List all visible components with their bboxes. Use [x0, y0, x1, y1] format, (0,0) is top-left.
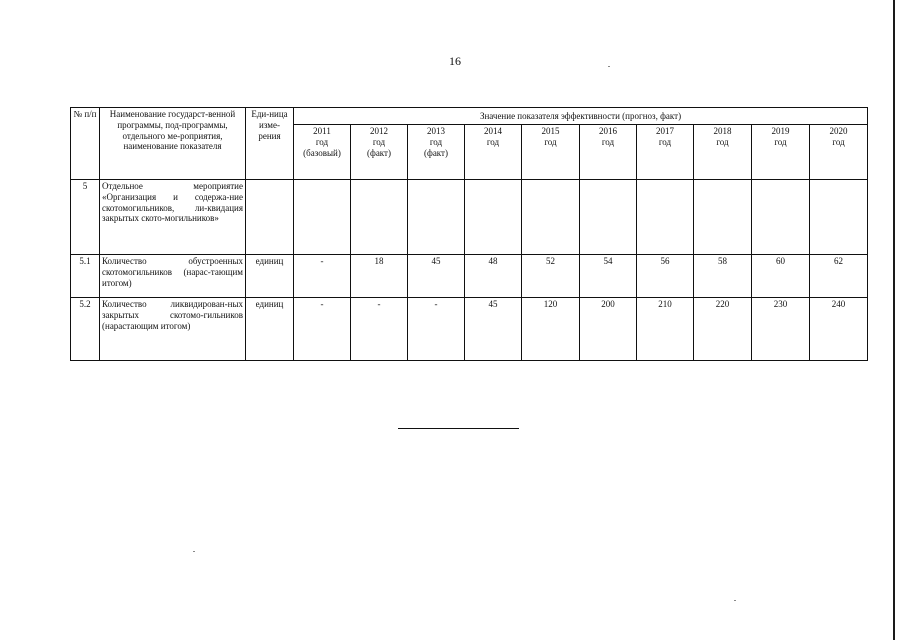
row-unit: единиц	[246, 255, 294, 298]
page-number: 16	[449, 54, 461, 68]
header-year-2015: 2015 год	[522, 125, 580, 180]
table-row	[71, 180, 868, 255]
header-row-top	[71, 108, 868, 125]
row-value	[465, 180, 522, 255]
scan-speck	[193, 551, 195, 552]
row-value: 58	[694, 255, 752, 298]
row-num: 5	[71, 180, 100, 255]
row-value: -	[294, 298, 351, 361]
scan-speck	[734, 600, 736, 601]
scan-speck	[608, 66, 610, 67]
row-value: 54	[580, 255, 637, 298]
row-value: 240	[810, 298, 868, 361]
header-year-2016: 2016 год	[580, 125, 637, 180]
row-value	[580, 180, 637, 255]
row-name: Отдельное мероприятие «Организация и содержа-ние скотомогильников, ли-квидация закрытых ското-могильников»	[100, 180, 246, 255]
row-value	[752, 180, 810, 255]
header-year-2017: 2017 год	[637, 125, 694, 180]
page-edge-line	[893, 0, 895, 640]
header-values-group: Значение показателя эффективности (прогноз, факт)	[294, 108, 868, 125]
row-value: 120	[522, 298, 580, 361]
indicators-table	[70, 107, 868, 361]
row-value: 48	[465, 255, 522, 298]
row-value	[408, 180, 465, 255]
row-value	[637, 180, 694, 255]
row-value: -	[408, 298, 465, 361]
row-value	[294, 180, 351, 255]
header-year-2013: 2013 год (факт)	[408, 125, 465, 180]
row-value: 230	[752, 298, 810, 361]
header-num: № п/п	[71, 108, 100, 180]
row-value: 52	[522, 255, 580, 298]
row-name: Количество обустроенных скотомогильников (нарас-тающим итогом)	[100, 255, 246, 298]
row-value: 62	[810, 255, 868, 298]
header-year-2014: 2014 год	[465, 125, 522, 180]
header-year-2012: 2012 год (факт)	[351, 125, 408, 180]
header-year-2019: 2019 год	[752, 125, 810, 180]
row-value: 45	[408, 255, 465, 298]
row-value	[694, 180, 752, 255]
row-name: Количество ликвидирован-ных закрытых скотомо-гильников (нарастающим итогом)	[100, 298, 246, 361]
header-year-2011: 2011 год (базовый)	[294, 125, 351, 180]
row-value: 45	[465, 298, 522, 361]
row-value: -	[294, 255, 351, 298]
row-value: -	[351, 298, 408, 361]
header-year-2020: 2020 год	[810, 125, 868, 180]
row-value	[522, 180, 580, 255]
row-value: 220	[694, 298, 752, 361]
row-num: 5.1	[71, 255, 100, 298]
row-value: 200	[580, 298, 637, 361]
row-value: 18	[351, 255, 408, 298]
row-value	[351, 180, 408, 255]
closing-rule-line	[398, 428, 519, 429]
header-unit: Еди-ница изме-рения	[246, 108, 294, 180]
table-row	[71, 298, 868, 361]
row-value: 56	[637, 255, 694, 298]
row-value: 60	[752, 255, 810, 298]
row-unit	[246, 180, 294, 255]
table-row	[71, 255, 868, 298]
row-value	[810, 180, 868, 255]
row-num: 5.2	[71, 298, 100, 361]
row-value: 210	[637, 298, 694, 361]
header-year-2018: 2018 год	[694, 125, 752, 180]
row-unit: единиц	[246, 298, 294, 361]
header-name: Наименование государст-венной программы, под-программы, отдельного ме-роприятия, наименование показателя	[100, 108, 246, 180]
